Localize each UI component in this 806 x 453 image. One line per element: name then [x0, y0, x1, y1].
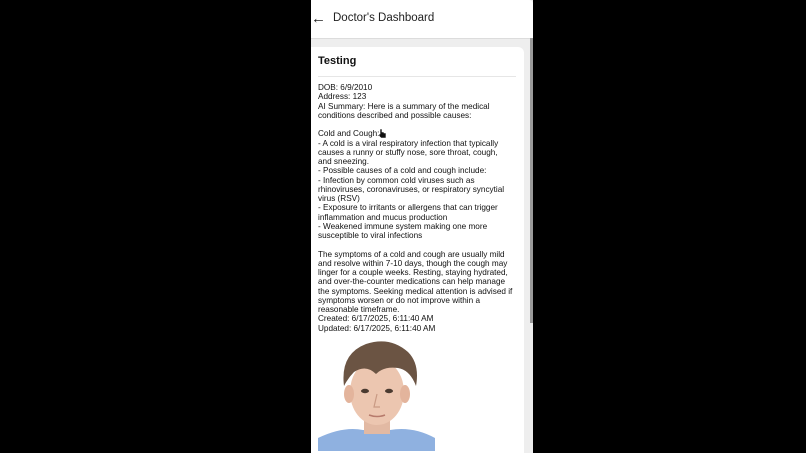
summary-line: the symptoms. Seeking medical attention is advised if	[318, 286, 513, 296]
summary-line: - Infection by common cold viruses such as	[318, 175, 475, 185]
summary-line: rhinoviruses, coronaviruses, or respiratory syncytial	[318, 184, 505, 194]
summary-line: - Weakened immune system making one more	[318, 221, 488, 231]
summary-line: AI Summary: Here is a summary of the medical	[318, 101, 490, 111]
phone-screen	[311, 0, 533, 453]
summary-line: conditions described and possible causes:	[318, 110, 472, 120]
record-details	[318, 83, 519, 333]
hand-cursor-icon	[378, 128, 387, 139]
summary-line: inflammation and mucus production	[318, 212, 448, 222]
address-text: Address: 123	[318, 92, 367, 102]
patient-name: Testing	[318, 55, 357, 67]
summary-line: - A cold is a viral respiratory infection that typically	[318, 138, 499, 148]
summary-line	[318, 120, 519, 129]
summary-line: reasonable timeframe.	[318, 305, 400, 314]
page-title: Doctor's Dashboard	[333, 12, 435, 24]
summary-line: and over-the-counter medications can help manage	[318, 277, 506, 287]
back-arrow-icon[interactable]: ←	[311, 10, 326, 27]
summary-line: linger for a couple weeks. Resting, staying hydrated,	[318, 268, 508, 277]
ai-summary	[318, 102, 519, 315]
scrollbar[interactable]	[530, 38, 533, 323]
summary-line: susceptible to viral infections	[318, 231, 423, 240]
summary-line: Cold and Cough:	[318, 129, 380, 139]
app-bar	[311, 0, 533, 39]
patient-record-card[interactable]	[311, 47, 524, 453]
updated-timestamp: Updated: 6/17/2025, 6:11:40 AM	[318, 323, 436, 333]
summary-line: - Possible causes of a cold and cough include:	[318, 166, 487, 176]
summary-line: virus (RSV)	[318, 194, 360, 203]
summary-line	[318, 240, 519, 249]
summary-line: causes a runny or stuffy nose, sore throat, cough,	[318, 147, 498, 157]
summary-line: The symptoms of a cold and cough are usually mild	[318, 249, 505, 259]
summary-line: and sneezing.	[318, 157, 369, 166]
summary-line: and resolve within 7-10 days, though the cough may	[318, 258, 508, 268]
created-timestamp: Created: 6/17/2025, 6:11:40 AM	[318, 314, 434, 324]
patient-photo	[318, 334, 435, 451]
divider	[318, 76, 516, 77]
dob-text: DOB: 6/9/2010	[318, 83, 373, 92]
summary-line: symptoms worsen or do not improve within a	[318, 295, 480, 305]
summary-line: - Exposure to irritants or allergens that can trigger	[318, 203, 498, 213]
